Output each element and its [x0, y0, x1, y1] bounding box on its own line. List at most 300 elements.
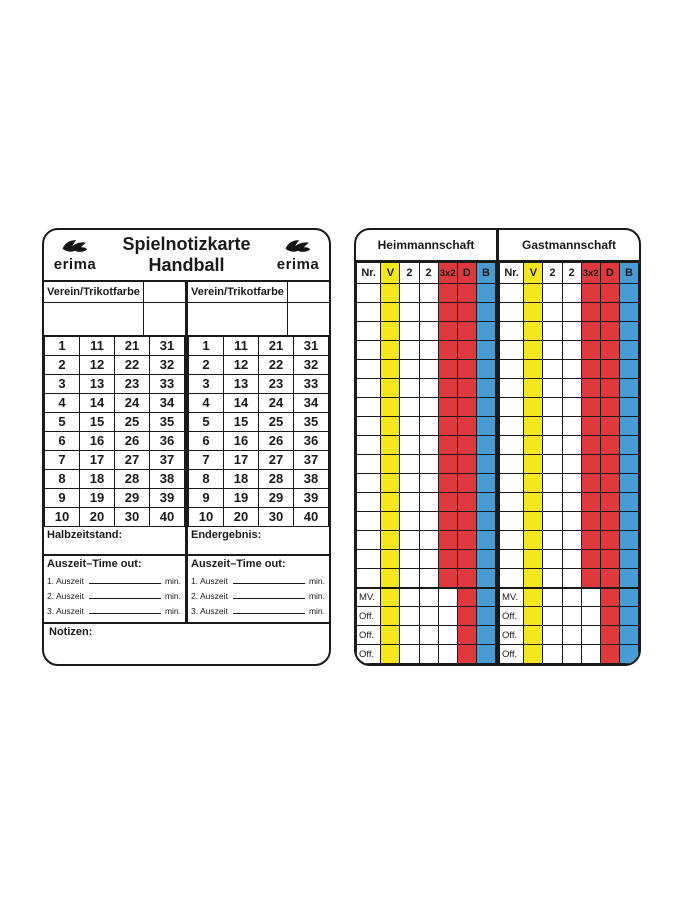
number-grid-row: [45, 431, 185, 450]
grid-cell: 34: [150, 393, 185, 412]
grid-cell: 28: [115, 469, 150, 488]
score-header-row: [500, 263, 639, 284]
b-cell: [476, 398, 495, 417]
two-min-cell: [419, 379, 438, 398]
v-cell: [381, 512, 400, 531]
two-min-cell: [543, 322, 562, 341]
v-cell: [381, 303, 400, 322]
v-cell: [381, 626, 400, 645]
player-row: [357, 455, 496, 474]
nr-cell: [500, 569, 524, 588]
grid-cell: 16: [224, 431, 259, 450]
grid-cell: 18: [80, 469, 115, 488]
erima-wordmark: erima: [53, 255, 97, 273]
two-min-cell: [400, 360, 419, 379]
player-row: [500, 512, 639, 531]
v-cell: [524, 493, 543, 512]
two-min-cell: [543, 284, 562, 303]
two-min-cell: [543, 550, 562, 569]
gastmannschaft-score-table: [499, 262, 639, 664]
v-cell: [524, 588, 543, 607]
two-min-cell: [400, 379, 419, 398]
d-cell: [600, 455, 619, 474]
v-cell: [381, 569, 400, 588]
d-cell: [600, 303, 619, 322]
b-cell: [619, 417, 638, 436]
grid-cell: 10: [189, 507, 224, 526]
two-min-cell: [419, 322, 438, 341]
number-grid-row: [189, 431, 329, 450]
erima-wings-icon: [60, 239, 90, 256]
grid-cell: 30: [115, 507, 150, 526]
b-cell: [619, 588, 638, 607]
nr-cell: [500, 474, 524, 493]
card-title-bar: [44, 230, 329, 282]
d-cell: [457, 398, 476, 417]
v-cell: [524, 322, 543, 341]
grid-cell: 7: [45, 450, 80, 469]
player-row: [357, 322, 496, 341]
two-min-cell: [400, 303, 419, 322]
grid-cell: 7: [189, 450, 224, 469]
grid-cell: 13: [80, 374, 115, 393]
auszeit-unit: min.: [308, 605, 325, 616]
d-cell: [600, 607, 619, 626]
number-grid-row: [189, 412, 329, 431]
three-x-two-cell: [581, 379, 600, 398]
nr-cell: [500, 303, 524, 322]
b-cell: [476, 436, 495, 455]
two-min-cell: [562, 474, 581, 493]
card-title-line2: Handball: [148, 255, 225, 275]
number-grid-row: [189, 355, 329, 374]
two-min-cell: [419, 474, 438, 493]
player-row: [500, 531, 639, 550]
grid-cell: 17: [80, 450, 115, 469]
auszeit-line: [47, 572, 181, 587]
grid-cell: 28: [259, 469, 294, 488]
b-cell: [476, 626, 495, 645]
heimmannschaft-score-table: [356, 262, 496, 664]
three-x-two-cell: [581, 474, 600, 493]
two-min-cell: [400, 493, 419, 512]
grid-cell: 39: [150, 488, 185, 507]
b-cell: [476, 379, 495, 398]
grid-cell: 9: [189, 488, 224, 507]
two-min-cell: [562, 550, 581, 569]
grid-cell: 37: [294, 450, 329, 469]
v-cell: [524, 379, 543, 398]
two-min-cell: [419, 341, 438, 360]
col-header-nr: Nr.: [500, 263, 524, 284]
grid-cell: 11: [80, 336, 115, 355]
col-header-d: D: [600, 263, 619, 284]
trikotfarbe-color-box: [143, 282, 185, 302]
three-x-two-cell: [438, 379, 457, 398]
v-cell: [524, 645, 543, 664]
v-cell: [381, 284, 400, 303]
endergebnis-field: Endergebnis:: [188, 527, 329, 556]
number-grid-row: [45, 450, 185, 469]
grid-cell: 21: [259, 336, 294, 355]
auszeit-write-line: [89, 583, 161, 584]
two-min-cell: [419, 436, 438, 455]
grid-cell: 21: [115, 336, 150, 355]
grid-cell: 18: [224, 469, 259, 488]
grid-cell: 38: [294, 469, 329, 488]
v-cell: [524, 474, 543, 493]
three-x-two-cell: [581, 512, 600, 531]
auszeit-section: [188, 556, 329, 623]
grid-cell: 20: [80, 507, 115, 526]
b-cell: [476, 455, 495, 474]
three-x-two-cell: [581, 398, 600, 417]
player-row: [500, 379, 639, 398]
two-min-cell: [419, 645, 438, 664]
b-cell: [619, 550, 638, 569]
auszeit-write-line: [233, 598, 305, 599]
nr-cell: [357, 379, 381, 398]
grid-cell: 26: [259, 431, 294, 450]
player-row: [500, 455, 639, 474]
grid-cell: 2: [189, 355, 224, 374]
grid-cell: 36: [150, 431, 185, 450]
auszeit-line-label: 2. Auszeit: [47, 590, 84, 601]
d-cell: [457, 531, 476, 550]
two-min-cell: [562, 284, 581, 303]
col-header-b: B: [476, 263, 495, 284]
three-x-two-cell: [438, 417, 457, 436]
b-cell: [476, 607, 495, 626]
two-min-cell: [543, 645, 562, 664]
b-cell: [476, 360, 495, 379]
grid-cell: 35: [294, 412, 329, 431]
three-x-two-cell: [438, 588, 457, 607]
auszeit-line: [191, 587, 325, 602]
player-row: [357, 531, 496, 550]
v-cell: [524, 303, 543, 322]
col-header-b: B: [619, 263, 638, 284]
two-min-cell: [419, 303, 438, 322]
two-min-cell: [400, 322, 419, 341]
v-cell: [381, 322, 400, 341]
two-min-cell: [562, 379, 581, 398]
v-cell: [524, 436, 543, 455]
player-row: [500, 550, 639, 569]
erima-logo-left: [44, 239, 106, 272]
nr-cell: [500, 512, 524, 531]
three-x-two-cell: [581, 607, 600, 626]
grid-cell: 10: [45, 507, 80, 526]
auszeit-line-label: 1. Auszeit: [191, 575, 228, 586]
v-cell: [524, 417, 543, 436]
two-min-cell: [543, 303, 562, 322]
grid-cell: 39: [294, 488, 329, 507]
three-x-two-cell: [581, 322, 600, 341]
d-cell: [457, 512, 476, 531]
d-cell: [600, 417, 619, 436]
nr-cell: [500, 455, 524, 474]
d-cell: [600, 379, 619, 398]
verein-write-in-row: [44, 303, 185, 335]
player-row: [357, 512, 496, 531]
grid-cell: 20: [224, 507, 259, 526]
v-cell: [524, 531, 543, 550]
b-cell: [619, 341, 638, 360]
b-cell: [476, 645, 495, 664]
auszeit-unit: min.: [164, 605, 181, 616]
v-cell: [381, 360, 400, 379]
d-cell: [600, 360, 619, 379]
b-cell: [476, 550, 495, 569]
three-x-two-cell: [438, 284, 457, 303]
grid-cell: 33: [150, 374, 185, 393]
number-grid-row: [45, 469, 185, 488]
team-column-a: [44, 282, 185, 622]
b-cell: [476, 341, 495, 360]
halbzeitstand-field: Halbzeitstand:: [44, 527, 185, 556]
nr-cell: [500, 493, 524, 512]
v-cell: [381, 645, 400, 664]
nr-cell: [357, 493, 381, 512]
player-row: [500, 284, 639, 303]
score-grid-card: [354, 228, 641, 666]
number-grid-row: [45, 355, 185, 374]
player-row: [357, 550, 496, 569]
player-row: [357, 379, 496, 398]
number-grid: [188, 335, 329, 527]
v-cell: [524, 512, 543, 531]
b-cell: [476, 588, 495, 607]
auszeit-line-label: 3. Auszeit: [47, 605, 84, 616]
two-min-cell: [400, 417, 419, 436]
b-cell: [619, 493, 638, 512]
notizen-section: Notizen:: [44, 622, 329, 664]
v-cell: [524, 360, 543, 379]
grid-cell: 4: [189, 393, 224, 412]
two-min-cell: [562, 455, 581, 474]
two-min-cell: [562, 588, 581, 607]
two-min-cell: [562, 436, 581, 455]
auszeit-unit: min.: [308, 575, 325, 586]
two-min-cell: [543, 569, 562, 588]
col-header-2: 2: [419, 263, 438, 284]
number-grid-row: [189, 336, 329, 355]
two-min-cell: [419, 626, 438, 645]
b-cell: [476, 303, 495, 322]
player-row: [357, 417, 496, 436]
b-cell: [619, 569, 638, 588]
v-cell: [381, 455, 400, 474]
two-min-cell: [543, 588, 562, 607]
grid-cell: 3: [189, 374, 224, 393]
nr-cell: [357, 512, 381, 531]
three-x-two-cell: [438, 512, 457, 531]
nr-cell: [500, 550, 524, 569]
b-cell: [476, 284, 495, 303]
three-x-two-cell: [438, 626, 457, 645]
right-card-body: [356, 230, 639, 664]
two-min-cell: [400, 550, 419, 569]
grid-cell: 19: [80, 488, 115, 507]
b-cell: [476, 569, 495, 588]
grid-cell: 3: [45, 374, 80, 393]
official-row-label: Off.: [500, 645, 524, 664]
official-row: [357, 607, 496, 626]
two-min-cell: [419, 360, 438, 379]
two-min-cell: [562, 607, 581, 626]
grid-cell: 40: [294, 507, 329, 526]
player-row: [357, 436, 496, 455]
two-min-cell: [562, 303, 581, 322]
d-cell: [457, 322, 476, 341]
two-min-cell: [419, 398, 438, 417]
grid-cell: 38: [150, 469, 185, 488]
two-min-cell: [400, 455, 419, 474]
player-row: [500, 341, 639, 360]
b-cell: [619, 360, 638, 379]
number-grid: [44, 335, 185, 527]
nr-cell: [357, 322, 381, 341]
grid-cell: 32: [294, 355, 329, 374]
player-row: [500, 322, 639, 341]
d-cell: [600, 550, 619, 569]
d-cell: [457, 303, 476, 322]
d-cell: [600, 569, 619, 588]
three-x-two-cell: [438, 550, 457, 569]
two-min-cell: [543, 360, 562, 379]
two-min-cell: [562, 493, 581, 512]
three-x-two-cell: [581, 531, 600, 550]
player-row: [357, 569, 496, 588]
nr-cell: [357, 398, 381, 417]
nr-cell: [500, 284, 524, 303]
grid-cell: 29: [259, 488, 294, 507]
player-row: [500, 417, 639, 436]
erima-logo-right: [267, 239, 329, 272]
auszeit-write-line: [233, 583, 305, 584]
three-x-two-cell: [438, 455, 457, 474]
trikotfarbe-color-box: [143, 303, 185, 335]
nr-cell: [500, 531, 524, 550]
grid-cell: 31: [294, 336, 329, 355]
b-cell: [619, 626, 638, 645]
verein-write-in-field: [44, 303, 143, 335]
erima-wordmark: erima: [276, 255, 320, 273]
v-cell: [381, 379, 400, 398]
number-grid-row: [189, 374, 329, 393]
number-grid-row: [189, 450, 329, 469]
grid-cell: 11: [224, 336, 259, 355]
col-header-v: V: [381, 263, 400, 284]
official-row-label: Off.: [500, 626, 524, 645]
v-cell: [381, 531, 400, 550]
three-x-two-cell: [581, 569, 600, 588]
two-min-cell: [543, 436, 562, 455]
official-row: [500, 607, 639, 626]
d-cell: [600, 322, 619, 341]
spielnotizkarte-card: [42, 228, 331, 666]
player-row: [357, 303, 496, 322]
two-min-cell: [562, 645, 581, 664]
grid-cell: 5: [189, 412, 224, 431]
number-grid-row: [45, 412, 185, 431]
two-min-cell: [419, 455, 438, 474]
nr-cell: [357, 341, 381, 360]
grid-cell: 12: [80, 355, 115, 374]
v-cell: [381, 493, 400, 512]
two-min-cell: [400, 626, 419, 645]
nr-cell: [357, 436, 381, 455]
trikotfarbe-color-box: [287, 303, 329, 335]
three-x-two-cell: [438, 493, 457, 512]
two-min-cell: [562, 417, 581, 436]
two-min-cell: [419, 588, 438, 607]
official-row: [500, 626, 639, 645]
three-x-two-cell: [581, 303, 600, 322]
nr-cell: [500, 436, 524, 455]
verein-label: Verein/Trikotfarbe: [47, 286, 140, 298]
two-min-cell: [562, 398, 581, 417]
d-cell: [600, 645, 619, 664]
two-min-cell: [543, 607, 562, 626]
nr-cell: [357, 360, 381, 379]
player-row: [357, 284, 496, 303]
number-grid-row: [45, 336, 185, 355]
three-x-two-cell: [581, 550, 600, 569]
two-min-cell: [543, 493, 562, 512]
d-cell: [457, 550, 476, 569]
nr-cell: [500, 417, 524, 436]
grid-cell: 6: [189, 431, 224, 450]
col-header-3x2: 3x2: [581, 263, 600, 284]
card-title-line1: Spielnotizkarte: [122, 233, 251, 254]
grid-cell: 15: [80, 412, 115, 431]
grid-cell: 17: [224, 450, 259, 469]
three-x-two-cell: [438, 531, 457, 550]
two-min-cell: [419, 284, 438, 303]
d-cell: [600, 531, 619, 550]
b-cell: [619, 645, 638, 664]
two-min-cell: [562, 626, 581, 645]
v-cell: [381, 550, 400, 569]
two-min-cell: [543, 512, 562, 531]
grid-cell: 26: [115, 431, 150, 450]
two-min-cell: [543, 626, 562, 645]
v-cell: [524, 341, 543, 360]
number-grid-row: [45, 488, 185, 507]
three-x-two-cell: [581, 360, 600, 379]
two-min-cell: [543, 341, 562, 360]
three-x-two-cell: [581, 417, 600, 436]
d-cell: [457, 474, 476, 493]
nr-cell: [500, 379, 524, 398]
b-cell: [619, 607, 638, 626]
number-grid-row: [45, 507, 185, 526]
official-row-label: Off.: [357, 645, 381, 664]
d-cell: [457, 341, 476, 360]
b-cell: [476, 417, 495, 436]
two-min-cell: [400, 474, 419, 493]
number-grid-row: [189, 488, 329, 507]
d-cell: [600, 284, 619, 303]
b-cell: [619, 398, 638, 417]
grid-cell: 22: [259, 355, 294, 374]
auszeit-line: [191, 572, 325, 587]
d-cell: [457, 436, 476, 455]
grid-cell: 6: [45, 431, 80, 450]
v-cell: [381, 607, 400, 626]
